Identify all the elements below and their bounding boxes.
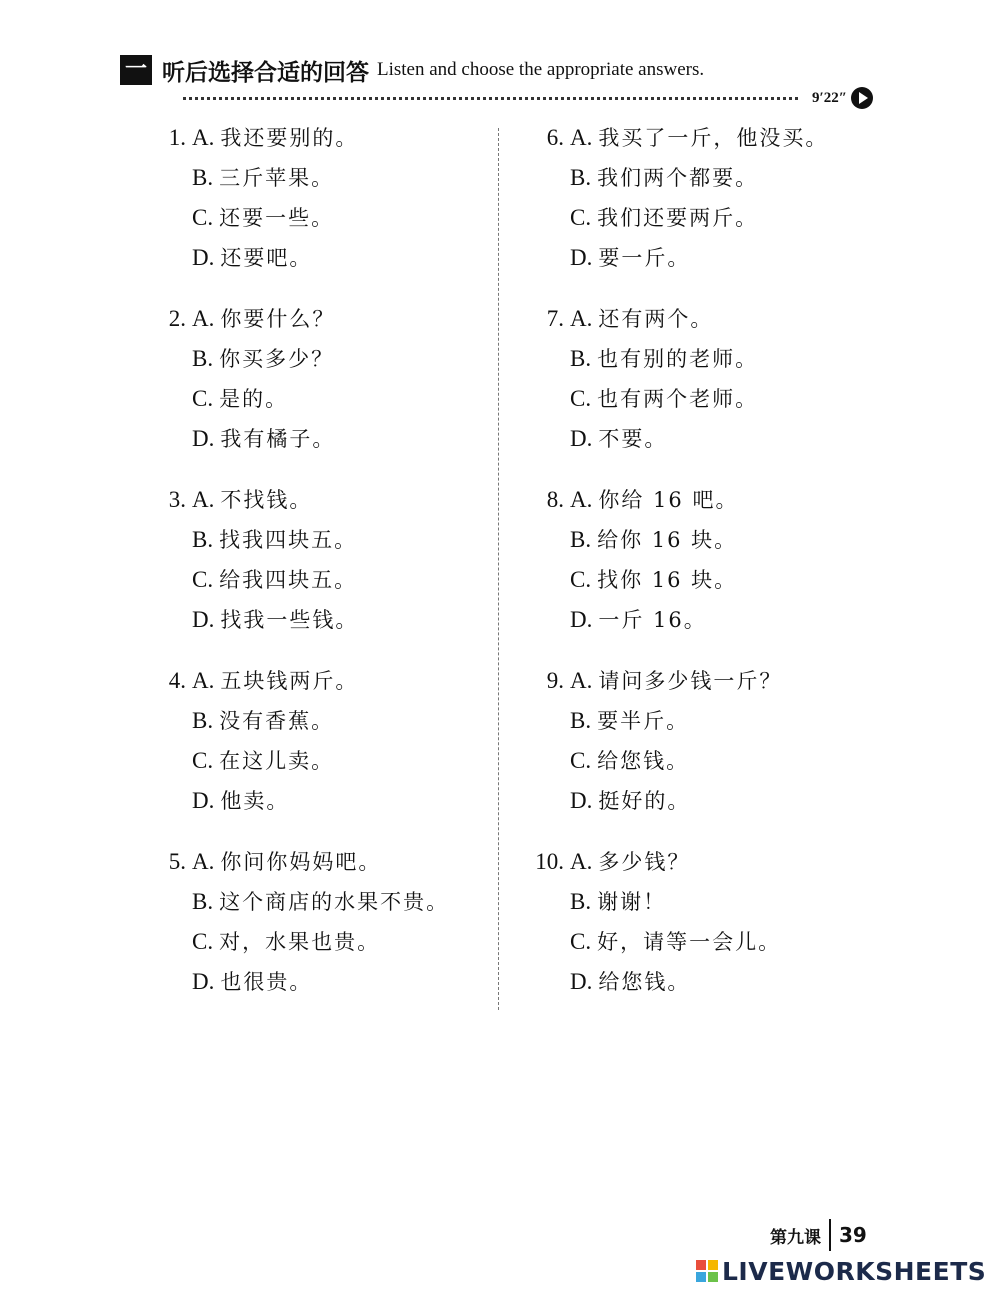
option-text: 给您钱。 <box>598 970 691 994</box>
option-c[interactable] <box>192 560 357 600</box>
question-number: 7. <box>546 306 564 331</box>
option-letter: D. <box>570 788 593 813</box>
option-letter: D. <box>192 426 215 451</box>
option-a[interactable] <box>570 842 690 882</box>
question-7 <box>518 299 898 480</box>
question-1 <box>140 118 490 299</box>
question-number: 10. <box>535 849 564 874</box>
liveworksheets-logo-icon <box>696 1260 718 1282</box>
option-d[interactable] <box>192 962 312 1002</box>
section-header <box>120 52 704 88</box>
option-letter: D. <box>570 969 593 994</box>
page-footer <box>770 1218 867 1252</box>
option-letter: B. <box>570 165 592 190</box>
option-a[interactable] <box>570 480 738 520</box>
option-c[interactable] <box>570 198 758 238</box>
option-letter: C. <box>570 567 592 592</box>
question-4 <box>140 661 490 842</box>
option-c[interactable] <box>192 198 334 238</box>
option-c[interactable] <box>192 741 334 781</box>
option-letter: A. <box>192 849 215 874</box>
question-3 <box>140 480 490 661</box>
dotted-divider <box>183 97 798 100</box>
option-text: 不要。 <box>598 427 668 451</box>
question-2 <box>140 299 490 480</box>
option-text: 三斤苹果。 <box>219 166 335 190</box>
option-text: 还要吧。 <box>220 246 313 270</box>
column-divider <box>498 128 499 1010</box>
option-a[interactable] <box>570 299 713 339</box>
option-text: 在这儿卖。 <box>219 749 335 773</box>
option-a[interactable] <box>192 299 335 339</box>
section-number: 一 <box>120 55 152 85</box>
question-10 <box>518 842 898 1023</box>
option-b[interactable] <box>570 882 666 922</box>
option-letter: C. <box>570 386 592 411</box>
logo-square <box>708 1260 718 1270</box>
option-text: 没有香蕉。 <box>219 709 335 733</box>
play-icon[interactable] <box>851 87 873 109</box>
option-letter: D. <box>570 607 593 632</box>
questions-left-column <box>140 118 490 1023</box>
option-c[interactable] <box>570 922 781 962</box>
section-title-en: Listen and choose the appropriate answers. <box>377 59 705 80</box>
option-text: 不找钱。 <box>220 488 313 512</box>
option-text: 我还要别的。 <box>220 126 359 150</box>
option-text: 是的。 <box>219 387 289 411</box>
question-number: 1. <box>168 125 186 150</box>
option-a[interactable] <box>570 661 782 701</box>
option-text: 给您钱。 <box>597 749 690 773</box>
option-a[interactable] <box>192 118 358 158</box>
option-text: 要一斤。 <box>598 246 691 270</box>
option-b[interactable] <box>192 701 334 741</box>
option-c[interactable] <box>570 741 689 781</box>
option-letter: A. <box>570 306 593 331</box>
option-letter: C. <box>570 748 592 773</box>
option-text: 找你 16 块。 <box>597 568 738 592</box>
option-text: 挺好的。 <box>598 789 691 813</box>
option-letter: B. <box>570 708 592 733</box>
option-text: 你给 16 吧。 <box>598 488 739 512</box>
option-a[interactable] <box>192 480 312 520</box>
option-letter: C. <box>192 567 214 592</box>
option-b[interactable] <box>570 701 689 741</box>
option-letter: C. <box>192 205 214 230</box>
option-d[interactable] <box>570 781 690 821</box>
brand-name: LIVEWORKSHEETS <box>722 1256 987 1286</box>
option-b[interactable] <box>192 520 357 560</box>
option-letter: D. <box>192 969 215 994</box>
option-text: 多少钱？ <box>598 850 691 874</box>
option-text: 他卖。 <box>220 789 290 813</box>
brand-logo[interactable] <box>696 1254 986 1288</box>
option-b[interactable] <box>570 520 737 560</box>
option-letter: D. <box>192 788 215 813</box>
option-text: 我买了一斤，他没买。 <box>598 126 829 150</box>
question-number: 9. <box>546 668 564 693</box>
option-letter: B. <box>192 889 214 914</box>
option-letter: C. <box>192 386 214 411</box>
option-text: 我有橘子。 <box>220 427 336 451</box>
option-letter: A. <box>192 668 215 693</box>
question-6 <box>518 118 898 299</box>
option-letter: B. <box>192 346 214 371</box>
option-letter: C. <box>570 205 592 230</box>
option-text: 给我四块五。 <box>219 568 358 592</box>
option-a[interactable] <box>570 118 828 158</box>
option-letter: A. <box>192 125 215 150</box>
option-d[interactable] <box>192 238 312 278</box>
option-text: 还有两个。 <box>598 307 714 331</box>
option-text: 找我一些钱。 <box>220 608 359 632</box>
option-text: 这个商店的水果不贵。 <box>219 890 450 914</box>
question-number: 6. <box>546 125 564 150</box>
option-d[interactable] <box>192 600 358 640</box>
option-letter: C. <box>192 748 214 773</box>
option-b[interactable] <box>192 339 334 379</box>
option-b[interactable] <box>192 882 449 922</box>
question-9 <box>518 661 898 842</box>
option-b[interactable] <box>192 158 334 198</box>
question-number: 8. <box>546 487 564 512</box>
question-number: 4. <box>168 668 186 693</box>
option-b[interactable] <box>570 158 758 198</box>
option-letter: D. <box>570 426 593 451</box>
option-letter: C. <box>570 929 592 954</box>
option-letter: D. <box>570 245 593 270</box>
option-letter: B. <box>192 527 214 552</box>
option-text: 你要什么？ <box>220 307 336 331</box>
option-letter: B. <box>192 165 214 190</box>
option-letter: B. <box>570 889 592 914</box>
logo-square <box>696 1260 706 1270</box>
lesson-label: 第九课 <box>770 1227 821 1248</box>
section-title-zh: 听后选择合适的回答 <box>162 59 369 86</box>
option-letter: A. <box>570 668 593 693</box>
option-text: 你买多少？ <box>219 347 335 371</box>
option-text: 我们两个都要。 <box>597 166 759 190</box>
option-letter: A. <box>570 487 593 512</box>
option-text: 也很贵。 <box>220 970 313 994</box>
option-c[interactable] <box>570 560 737 600</box>
footer-divider <box>829 1219 831 1251</box>
option-d[interactable] <box>570 600 707 640</box>
option-letter: A. <box>570 849 593 874</box>
option-d[interactable] <box>570 238 690 278</box>
option-d[interactable] <box>570 962 690 1002</box>
option-letter: A. <box>192 306 215 331</box>
question-5 <box>140 842 490 1023</box>
option-a[interactable] <box>192 661 358 701</box>
option-letter: B. <box>570 346 592 371</box>
option-letter: D. <box>192 245 215 270</box>
option-letter: C. <box>192 929 214 954</box>
logo-square <box>708 1272 718 1282</box>
option-text: 还要一些。 <box>219 206 335 230</box>
option-text: 我们还要两斤。 <box>597 206 759 230</box>
question-number: 3. <box>168 487 186 512</box>
question-number: 2. <box>168 306 186 331</box>
option-c[interactable] <box>570 379 758 419</box>
option-text: 好，请等一会儿。 <box>597 930 782 954</box>
option-letter: A. <box>570 125 593 150</box>
option-c[interactable] <box>192 379 288 419</box>
page-number: 39 <box>839 1223 867 1247</box>
option-letter: D. <box>192 607 215 632</box>
option-a[interactable] <box>192 842 381 882</box>
option-text: 五块钱两斤。 <box>220 669 359 693</box>
option-text: 要半斤。 <box>597 709 690 733</box>
option-d[interactable] <box>570 419 667 459</box>
questions-right-column <box>518 118 898 1023</box>
question-8 <box>518 480 898 661</box>
option-text: 也有两个老师。 <box>597 387 759 411</box>
option-letter: A. <box>192 487 215 512</box>
option-text: 你问你妈妈吧。 <box>220 850 382 874</box>
option-b[interactable] <box>570 339 758 379</box>
option-text: 对，水果也贵。 <box>219 930 381 954</box>
logo-square <box>696 1272 706 1282</box>
audio-timer[interactable] <box>812 86 873 110</box>
option-text: 也有别的老师。 <box>597 347 759 371</box>
option-text: 找我四块五。 <box>219 528 358 552</box>
timer-label: 9′22″ <box>812 89 848 106</box>
option-d[interactable] <box>192 419 335 459</box>
option-text: 一斤 16。 <box>598 608 707 632</box>
option-letter: B. <box>570 527 592 552</box>
option-text: 谢谢！ <box>597 890 667 914</box>
option-letter: B. <box>192 708 214 733</box>
option-text: 给你 16 块。 <box>597 528 738 552</box>
option-d[interactable] <box>192 781 289 821</box>
option-c[interactable] <box>192 922 380 962</box>
option-text: 请问多少钱一斤？ <box>598 669 783 693</box>
question-number: 5. <box>168 849 186 874</box>
